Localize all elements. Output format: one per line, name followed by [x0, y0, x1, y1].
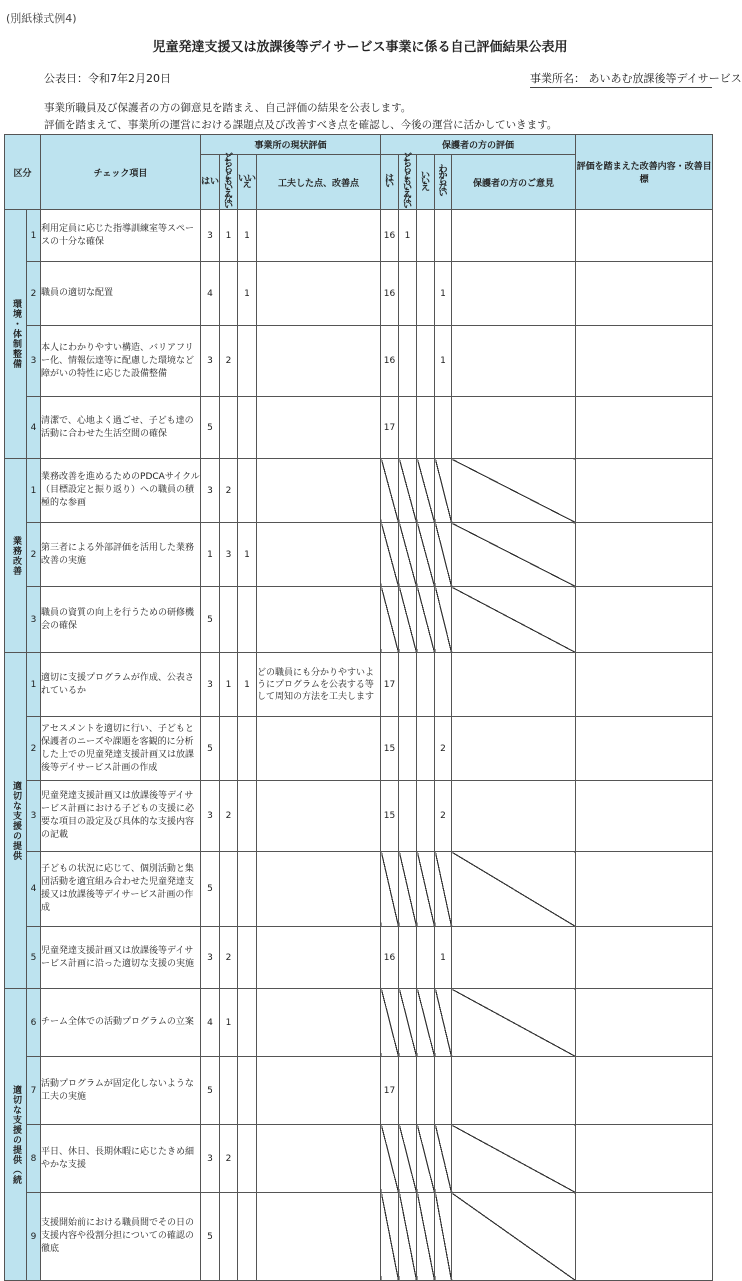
office-no-count: 1 — [238, 262, 257, 326]
check-item-text: 活動プログラムが固定化しないような工夫の実施 — [41, 1057, 201, 1125]
parent-comment — [452, 717, 576, 781]
parent-unknown-count — [435, 852, 452, 927]
parent-no-count — [417, 262, 435, 326]
table-row — [5, 262, 713, 326]
parent-neither-count — [399, 397, 417, 459]
table-row — [5, 989, 713, 1057]
parent-yes-count: 16 — [381, 927, 399, 989]
office-yes-count: 3 — [201, 326, 220, 397]
check-item-text: 児童発達支援計画又は放課後等デイサービス計画における子どもの支援に必要な項目の設定及び具体的な支援内容の記載 — [41, 781, 201, 852]
office-yes-count: 5 — [201, 1057, 220, 1125]
office-no-count — [238, 587, 257, 653]
section-label: 適切な支援の提供 — [5, 653, 27, 989]
office-comment — [257, 717, 381, 781]
table-row — [5, 210, 713, 262]
parent-no-count — [417, 653, 435, 717]
office-comment — [257, 587, 381, 653]
table-row — [5, 927, 713, 989]
improvement-target — [576, 210, 713, 262]
parent-neither-count: 1 — [399, 210, 417, 262]
check-item-text: 第三者による外部評価を活用した業務改善の実施 — [41, 523, 201, 587]
check-item-text: 職員の資質の向上を行うための研修機会の確保 — [41, 587, 201, 653]
parent-yes-count: 15 — [381, 781, 399, 852]
office-comment: どの職員にも分かりやすいようにプログラムを公表する等して周知の方法を工夫します — [257, 653, 381, 717]
parent-neither-count — [399, 927, 417, 989]
office-neither-count: 1 — [220, 989, 238, 1057]
parent-unknown-count: 1 — [435, 927, 452, 989]
improvement-target — [576, 262, 713, 326]
parent-unknown-count — [435, 523, 452, 587]
office-comment — [257, 326, 381, 397]
office-no-count — [238, 989, 257, 1057]
improvement-target — [576, 989, 713, 1057]
parent-unknown-count: 2 — [435, 717, 452, 781]
office-neither-count — [220, 262, 238, 326]
parent-no-count — [417, 1193, 435, 1281]
improvement-target — [576, 587, 713, 653]
header-parent-evaluation: 保護者の方の評価 — [381, 135, 576, 155]
improvement-target — [576, 1125, 713, 1193]
parent-comment — [452, 852, 576, 927]
office-neither-count: 2 — [220, 459, 238, 523]
table-row — [5, 587, 713, 653]
office-yes-count: 5 — [201, 397, 220, 459]
parent-yes-count — [381, 1125, 399, 1193]
parent-no-count — [417, 781, 435, 852]
parent-neither-count — [399, 1057, 417, 1125]
parent-neither-count — [399, 852, 417, 927]
parent-unknown-count: 2 — [435, 781, 452, 852]
office-name: 事業所名： あいあむ放課後等デイサービス — [530, 72, 742, 85]
improvement-target — [576, 1057, 713, 1125]
row-number: 2 — [27, 262, 41, 326]
parent-unknown-count — [435, 210, 452, 262]
office-comment — [257, 523, 381, 587]
parent-neither-count — [399, 587, 417, 653]
parent-unknown-count — [435, 587, 452, 653]
parent-yes-count: 17 — [381, 1057, 399, 1125]
office-comment — [257, 781, 381, 852]
parent-neither-count — [399, 653, 417, 717]
parent-yes-count — [381, 523, 399, 587]
parent-comment — [452, 653, 576, 717]
office-comment — [257, 927, 381, 989]
office-no-count — [238, 326, 257, 397]
parent-neither-count — [399, 717, 417, 781]
section-label: 業務改善 — [5, 459, 27, 653]
parent-comment — [452, 1125, 576, 1193]
office-neither-count: 1 — [220, 210, 238, 262]
parent-yes-count — [381, 459, 399, 523]
check-item-text: 利用定員に応じた指導訓練室等スペースの十分な確保 — [41, 210, 201, 262]
parent-unknown-count — [435, 1193, 452, 1281]
parent-unknown-count — [435, 459, 452, 523]
parent-yes-count: 16 — [381, 210, 399, 262]
parent-unknown-count — [435, 653, 452, 717]
table-row — [5, 1057, 713, 1125]
check-item-text: アセスメントを適切に行い、子どもと保護者のニーズや課題を客観的に分析した上での児童発達支援計画又は放課後等デイサービス計画の作成 — [41, 717, 201, 781]
office-yes-count: 1 — [201, 523, 220, 587]
office-no-count — [238, 717, 257, 781]
parent-no-count — [417, 1125, 435, 1193]
office-neither-count — [220, 587, 238, 653]
header-office-evaluation: 事業所の現状評価 — [201, 135, 381, 155]
parent-yes-count: 15 — [381, 717, 399, 781]
office-no-count — [238, 1057, 257, 1125]
office-comment — [257, 262, 381, 326]
row-number: 6 — [27, 989, 41, 1057]
section-label: 環境・体制整備 — [5, 210, 27, 459]
office-comment — [257, 852, 381, 927]
parent-neither-count — [399, 262, 417, 326]
office-comment — [257, 1057, 381, 1125]
table-row — [5, 523, 713, 587]
header-office-yes: はい — [201, 155, 220, 210]
improvement-target — [576, 781, 713, 852]
office-yes-count: 3 — [201, 653, 220, 717]
improvement-target — [576, 717, 713, 781]
row-number: 4 — [27, 397, 41, 459]
office-comment — [257, 397, 381, 459]
office-yes-count: 5 — [201, 717, 220, 781]
check-item-text: チーム全体での活動プログラムの立案 — [41, 989, 201, 1057]
office-comment — [257, 1193, 381, 1281]
parent-comment — [452, 1193, 576, 1281]
row-number: 2 — [27, 717, 41, 781]
table-row — [5, 653, 713, 717]
parent-comment — [452, 989, 576, 1057]
check-item-text: 清潔で、心地よく過ごせ、子ども達の活動に合わせた生活空間の確保 — [41, 397, 201, 459]
improvement-target — [576, 523, 713, 587]
office-yes-count: 3 — [201, 210, 220, 262]
office-yes-count: 5 — [201, 587, 220, 653]
office-yes-count: 4 — [201, 989, 220, 1057]
office-comment — [257, 210, 381, 262]
row-number: 4 — [27, 852, 41, 927]
row-number: 3 — [27, 587, 41, 653]
office-name-underline — [530, 87, 712, 88]
parent-yes-count: 16 — [381, 326, 399, 397]
office-no-count — [238, 1125, 257, 1193]
check-item-text: 適切に支援プログラムが作成、公表されているか — [41, 653, 201, 717]
check-item-text: 平日、休日、長期休暇に応じたきめ細やかな支援 — [41, 1125, 201, 1193]
office-no-count — [238, 459, 257, 523]
parent-unknown-count: 1 — [435, 262, 452, 326]
header-parent-unknown: わからない — [435, 155, 452, 210]
parent-neither-count — [399, 781, 417, 852]
header-check-item: チェック項目 — [41, 135, 201, 210]
office-no-count — [238, 397, 257, 459]
parent-yes-count — [381, 587, 399, 653]
improvement-target — [576, 459, 713, 523]
office-neither-count: 3 — [220, 523, 238, 587]
parent-no-count — [417, 326, 435, 397]
row-number: 3 — [27, 781, 41, 852]
parent-no-count — [417, 459, 435, 523]
header-category: 区分 — [5, 135, 41, 210]
office-neither-count — [220, 852, 238, 927]
intro-text-2: 評価を踏まえて、事業所の運営における課題点及び改善すべき点を確認し、今後の運営に活かしていきます。 — [44, 119, 558, 131]
parent-neither-count — [399, 1125, 417, 1193]
publication-date: 公表日：令和7年2月20日 — [44, 72, 171, 85]
table-row — [5, 717, 713, 781]
office-comment — [257, 1125, 381, 1193]
improvement-target — [576, 326, 713, 397]
office-yes-count: 3 — [201, 927, 220, 989]
check-item-text: 業務改善を進めるためのPDCAサイクル（目標設定と振り返り）への職員の積極的な参画 — [41, 459, 201, 523]
office-yes-count: 3 — [201, 1125, 220, 1193]
office-neither-count — [220, 1057, 238, 1125]
office-neither-count — [220, 1193, 238, 1281]
parent-no-count — [417, 927, 435, 989]
parent-no-count — [417, 989, 435, 1057]
improvement-target — [576, 1193, 713, 1281]
table-row — [5, 326, 713, 397]
header-office-neither: どちらともいえない — [220, 155, 238, 210]
parent-yes-count — [381, 1193, 399, 1281]
parent-comment — [452, 459, 576, 523]
parent-no-count — [417, 587, 435, 653]
row-number: 9 — [27, 1193, 41, 1281]
table-row — [5, 852, 713, 927]
improvement-target — [576, 927, 713, 989]
parent-comment — [452, 781, 576, 852]
parent-unknown-count — [435, 397, 452, 459]
evaluation-table — [4, 134, 713, 1281]
office-yes-count: 4 — [201, 262, 220, 326]
header-improvement-target: 評価を踏まえた改善内容・改善目標 — [576, 135, 713, 210]
parent-unknown-count: 1 — [435, 326, 452, 397]
office-no-count — [238, 1193, 257, 1281]
parent-comment — [452, 523, 576, 587]
check-item-text: 児童発達支援計画又は放課後等デイサービス計画に沿った適切な支援の実施 — [41, 927, 201, 989]
parent-yes-count: 16 — [381, 262, 399, 326]
row-number: 3 — [27, 326, 41, 397]
parent-neither-count — [399, 459, 417, 523]
header-parent-yes: はい — [381, 155, 399, 210]
parent-comment — [452, 587, 576, 653]
parent-comment — [452, 927, 576, 989]
check-item-text: 支援開始前における職員間でその日の支援内容や役割分担についての確認の徹底 — [41, 1193, 201, 1281]
office-no-count — [238, 927, 257, 989]
parent-no-count — [417, 717, 435, 781]
row-number: 8 — [27, 1125, 41, 1193]
parent-no-count — [417, 397, 435, 459]
document-label: (別紙様式例4) — [6, 12, 77, 25]
office-neither-count: 2 — [220, 927, 238, 989]
office-neither-count — [220, 717, 238, 781]
parent-comment — [452, 326, 576, 397]
check-item-text: 職員の適切な配置 — [41, 262, 201, 326]
table-row — [5, 1125, 713, 1193]
office-yes-count: 3 — [201, 781, 220, 852]
office-comment — [257, 989, 381, 1057]
parent-yes-count — [381, 852, 399, 927]
row-number: 1 — [27, 210, 41, 262]
row-number: 2 — [27, 523, 41, 587]
parent-neither-count — [399, 989, 417, 1057]
office-neither-count: 2 — [220, 1125, 238, 1193]
table-body — [5, 210, 713, 1281]
office-no-count: 1 — [238, 523, 257, 587]
row-number: 1 — [27, 653, 41, 717]
office-yes-count: 5 — [201, 1193, 220, 1281]
office-neither-count — [220, 397, 238, 459]
document-title: 児童発達支援又は放課後等デイサービス事業に係る自己評価結果公表用 — [152, 40, 568, 55]
check-item-text: 本人にわかりやすい構造、バリアフリー化、情報伝達等に配慮した環境など障がいの特性に応じた設備整備 — [41, 326, 201, 397]
header-office-comment: 工夫した点、改善点 — [257, 155, 381, 210]
parent-neither-count — [399, 326, 417, 397]
table-header — [5, 135, 713, 210]
parent-comment — [452, 262, 576, 326]
office-neither-count: 1 — [220, 653, 238, 717]
parent-yes-count: 17 — [381, 397, 399, 459]
parent-comment — [452, 1057, 576, 1125]
check-item-text: 子どもの状況に応じて、個別活動と集団活動を適宜組み合わせた児童発達支援又は放課後等デイサービス計画の作成 — [41, 852, 201, 927]
table-row — [5, 397, 713, 459]
row-number: 7 — [27, 1057, 41, 1125]
parent-neither-count — [399, 1193, 417, 1281]
parent-comment — [452, 397, 576, 459]
office-neither-count: 2 — [220, 326, 238, 397]
row-number: 1 — [27, 459, 41, 523]
office-no-count — [238, 781, 257, 852]
parent-no-count — [417, 1057, 435, 1125]
header-office-no: いいえ — [238, 155, 257, 210]
row-number: 5 — [27, 927, 41, 989]
parent-unknown-count — [435, 989, 452, 1057]
table-row — [5, 459, 713, 523]
office-no-count: 1 — [238, 653, 257, 717]
section-label: 適切な支援の提供（続 — [5, 989, 27, 1281]
header-parent-comment: 保護者の方のご意見 — [452, 155, 576, 210]
improvement-target — [576, 397, 713, 459]
office-no-count: 1 — [238, 210, 257, 262]
improvement-target — [576, 653, 713, 717]
parent-no-count — [417, 210, 435, 262]
office-no-count — [238, 852, 257, 927]
intro-text-1: 事業所職員及び保護者の方の御意見を踏まえ、自己評価の結果を公表します。 — [44, 102, 412, 114]
parent-comment — [452, 210, 576, 262]
parent-neither-count — [399, 523, 417, 587]
header-parent-no: いいえ — [417, 155, 435, 210]
parent-yes-count — [381, 989, 399, 1057]
office-yes-count: 3 — [201, 459, 220, 523]
office-neither-count: 2 — [220, 781, 238, 852]
table-row — [5, 781, 713, 852]
parent-unknown-count — [435, 1125, 452, 1193]
office-yes-count: 5 — [201, 852, 220, 927]
office-comment — [257, 459, 381, 523]
improvement-target — [576, 852, 713, 927]
table-row — [5, 1193, 713, 1281]
parent-yes-count: 17 — [381, 653, 399, 717]
header-parent-neither: どちらともいえない — [399, 155, 417, 210]
parent-no-count — [417, 852, 435, 927]
parent-no-count — [417, 523, 435, 587]
parent-unknown-count — [435, 1057, 452, 1125]
